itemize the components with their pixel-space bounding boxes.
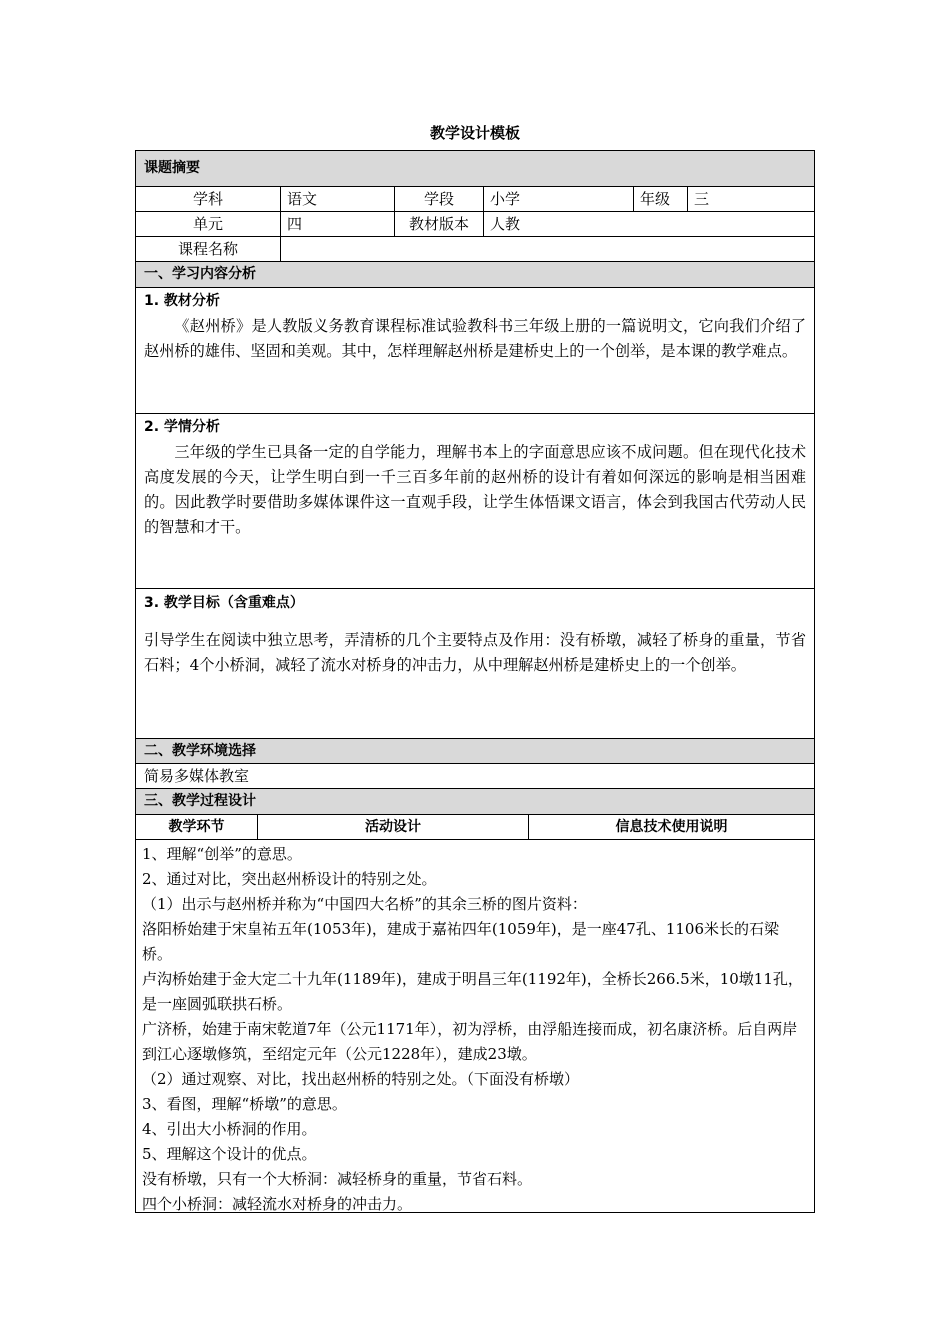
course-name-label: 课程名称 xyxy=(177,240,238,258)
process-columns-row xyxy=(136,814,814,839)
process-line: 2、通过对比，突出赵州桥设计的特别之处。 xyxy=(142,870,437,888)
section3-header: 三、教学过程设计 xyxy=(144,793,256,809)
process-line: 3、看图，理解“桥墩”的意思。 xyxy=(142,1095,347,1113)
section1-header: 一、学习内容分析 xyxy=(144,266,256,282)
subject-label: 学科 xyxy=(192,190,223,208)
environment-row xyxy=(136,763,814,788)
material-analysis-title: 1. 教材分析 xyxy=(144,293,220,309)
edition-label: 教材版本 xyxy=(394,212,483,236)
stage-value: 小学 xyxy=(483,187,633,211)
teaching-goals-text: 引导学生在阅读中独立思考，弄清桥的几个主要特点及作用：没有桥墩，减轻了桥身的重量，节省石料；4个小桥洞，减轻了流水对桥身的冲击力，从中理解赵州桥是建桥史上的一个创举。 xyxy=(144,631,806,674)
learner-analysis-cell xyxy=(136,413,814,588)
course-name-value xyxy=(280,237,814,261)
stage-label: 学段 xyxy=(394,187,483,211)
summary-row-1 xyxy=(136,186,814,211)
grade-value: 三 xyxy=(687,187,814,211)
grade-label: 年级 xyxy=(633,187,687,211)
summary-row-2 xyxy=(136,211,814,236)
process-line: 4、引出大小桥洞的作用。 xyxy=(142,1120,317,1138)
process-line: 洛阳桥始建于宋皇祐五年(1053年)，建成于嘉祐四年(1059年)，是一座47孔、1106米长的石梁桥。 xyxy=(142,920,780,963)
process-line: 5、理解这个设计的优点。 xyxy=(142,1145,317,1163)
column-stage: 教学环节 xyxy=(168,819,225,835)
section1-header-row xyxy=(136,261,814,287)
environment-text: 简易多媒体教室 xyxy=(144,767,250,785)
edition-value: 人教 xyxy=(483,212,814,236)
unit-label: 单元 xyxy=(192,215,223,233)
learner-analysis-title: 2. 学情分析 xyxy=(144,419,220,435)
process-line: 卢沟桥始建于金大定二十九年(1189年)，建成于明昌三年(1192年)，全桥长266.5米，10墩11孔，是一座圆弧联拱石桥。 xyxy=(142,970,803,1013)
column-tech-notes: 信息技术使用说明 xyxy=(528,815,814,839)
learner-analysis-text: 三年级的学生已具备一定的自学能力，理解书本上的字面意思应该不成问题。但在现代化技术高度发展的今天，让学生明白到一千三百多年前的赵州桥的设计有着如何深远的影响是相当困难的。因此教学时要借助多媒体课件这一直观手段，让学生体悟课文语言，体会到我国古代劳动人民的智慧和才干。 xyxy=(144,443,806,536)
section3-header-row xyxy=(136,788,814,814)
subject-value: 语文 xyxy=(280,187,394,211)
summary-header: 课题摘要 xyxy=(144,160,200,176)
process-content-cell xyxy=(136,839,814,1212)
process-line: 广济桥，始建于南宋乾道7年（公元1171年），初为浮桥，由浮船连接而成，初名康济桥。后自两岸到江心逐墩修筑，至绍定元年（公元1228年），建成23墩。 xyxy=(142,1020,798,1063)
material-analysis-cell xyxy=(136,287,814,413)
section2-header-row xyxy=(136,738,814,763)
section2-header: 二、教学环境选择 xyxy=(144,743,256,759)
process-line: 没有桥墩，只有一个大桥洞：减轻桥身的重量，节省石料。 xyxy=(142,1170,533,1188)
process-line: 四个小桥洞：减轻流水对桥身的冲击力。 xyxy=(142,1195,413,1213)
summary-header-row xyxy=(136,151,814,186)
summary-row-3 xyxy=(136,236,814,261)
document-title: 教学设计模板 xyxy=(429,124,520,142)
process-line: （2）通过观察、对比，找出赵州桥的特别之处。（下面没有桥墩） xyxy=(142,1070,580,1088)
teaching-goals-cell xyxy=(136,588,814,738)
unit-value: 四 xyxy=(280,212,394,236)
material-analysis-text: 《赵州桥》是人教版义务教育课程标准试验教科书三年级上册的一篇说明文，它向我们介绍了赵州桥的雄伟、坚固和美观。其中，怎样理解赵州桥是建桥史上的一个创举，是本课的教学难点。 xyxy=(144,317,806,360)
process-line: 1、理解“创举”的意思。 xyxy=(142,845,302,863)
process-line: （1）出示与赵州桥并称为“中国四大名桥”的其余三桥的图片资料： xyxy=(142,895,587,913)
teaching-goals-title: 3. 教学目标（含重难点） xyxy=(144,595,304,611)
column-activity: 活动设计 xyxy=(257,815,528,839)
lesson-plan-table xyxy=(135,150,815,1213)
